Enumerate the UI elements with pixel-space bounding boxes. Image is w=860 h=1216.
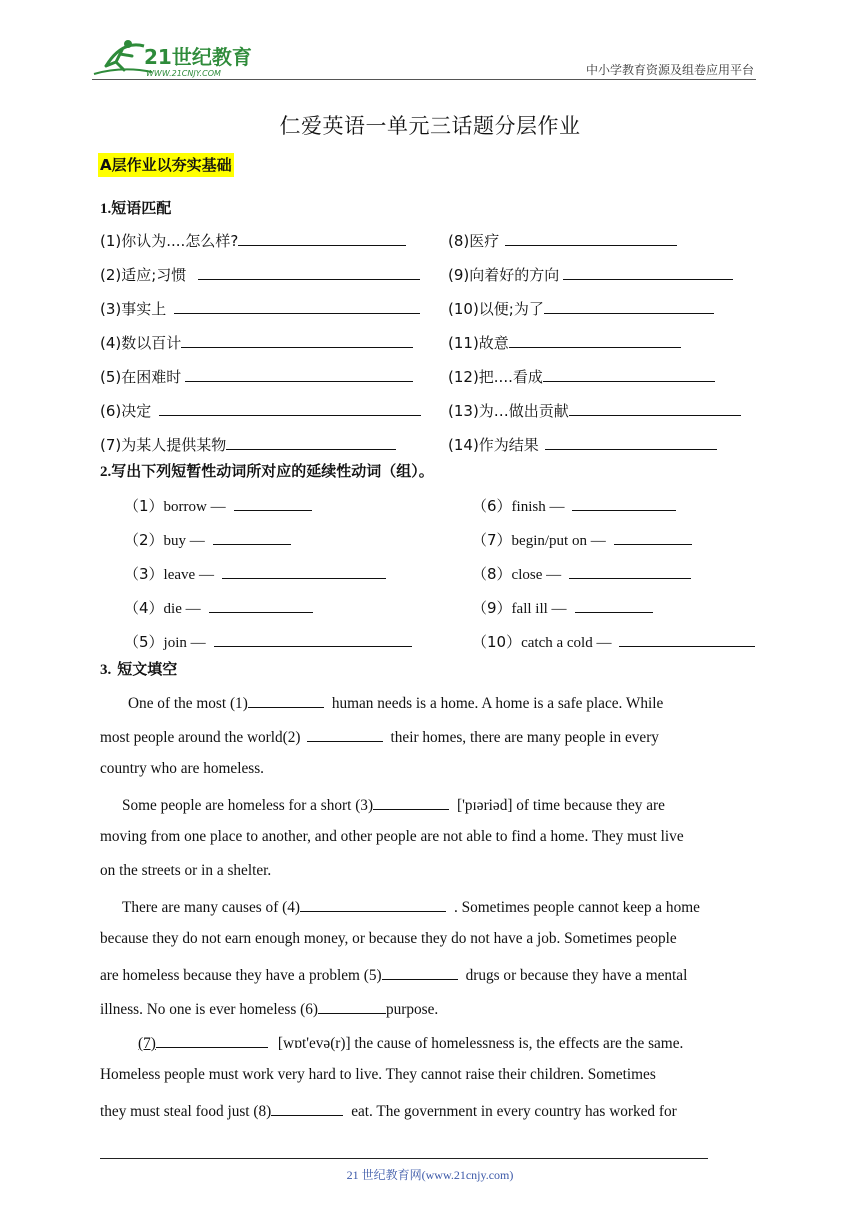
passage-text: illness. No one is ever homeless (6) <box>100 1001 318 1018</box>
verb-num: （5） <box>124 633 164 651</box>
passage-line-4 <box>122 794 665 815</box>
verb-item-9 <box>472 597 653 618</box>
answer-blank[interactable] <box>198 264 420 280</box>
page-title: 仁爱英语一单元三话题分层作业 <box>279 114 581 138</box>
verb-item-8 <box>472 563 691 584</box>
answer-blank[interactable] <box>222 563 386 579</box>
answer-blank[interactable] <box>544 298 714 314</box>
passage-text: [wɒt'evə(r)] the cause of homelessness is, the effects are the same. <box>277 1035 684 1052</box>
section3-heading-number: 3. <box>100 662 112 678</box>
answer-blank[interactable] <box>226 434 396 450</box>
section2-heading <box>100 460 434 481</box>
verb-word: die — <box>163 601 201 617</box>
phrase-label: (4)数以百计 <box>100 334 182 352</box>
answer-blank[interactable] <box>248 692 324 708</box>
verb-item-6 <box>472 495 676 516</box>
answer-blank[interactable] <box>545 434 717 450</box>
answer-blank[interactable] <box>300 896 446 912</box>
verb-num: （9） <box>472 599 512 617</box>
phrase-item-9 <box>448 264 733 285</box>
section3-heading-text: 短文填空 <box>117 660 178 678</box>
passage-text: . Sometimes people cannot keep a home <box>453 899 700 916</box>
verb-item-3 <box>124 563 386 584</box>
footer-link[interactable]: 21 世纪教育网(www.21cnjy.com) <box>346 1168 514 1182</box>
header-platform-text: 中小学教育资源及组卷应用平台 <box>585 63 754 77</box>
passage-text: moving from one place to another, and other people are not able to find a home. They must live <box>100 828 684 845</box>
verb-num: （4） <box>124 599 164 617</box>
passage-line-5 <box>100 828 684 846</box>
logo-url: WWW.21CNJY.COM <box>146 69 221 78</box>
passage-text: most people around the world(2) <box>100 729 301 746</box>
section2-heading-text: 写出下列短暂性动词所对应的延续性动词（组）。 <box>111 462 434 480</box>
phrase-label: (11)故意 <box>448 334 509 352</box>
layer-a-label: A层作业以夯实基础 <box>98 153 234 177</box>
phrase-label: (8)医疗 <box>448 232 500 250</box>
answer-blank[interactable] <box>572 495 676 511</box>
passage-text: are homeless because they have a problem (5) <box>100 967 382 984</box>
answer-blank[interactable] <box>619 631 755 647</box>
verb-item-10 <box>472 631 755 652</box>
answer-blank[interactable] <box>563 264 733 280</box>
phrase-item-6 <box>100 400 421 421</box>
section1-heading-text: 短语匹配 <box>111 199 172 217</box>
passage-line-7 <box>122 896 700 917</box>
passage-text: on the streets or in a shelter. <box>100 862 272 879</box>
passage-line-2 <box>100 726 659 747</box>
passage-text: their homes, there are many people in every <box>390 729 659 746</box>
answer-blank[interactable] <box>181 332 413 348</box>
passage-text: Some people are homeless for a short (3) <box>122 797 374 814</box>
answer-blank[interactable] <box>159 400 421 416</box>
verb-item-7 <box>472 529 692 550</box>
section1-heading-number: 1. <box>100 201 112 217</box>
section3-heading <box>100 658 177 679</box>
verb-num: （7） <box>472 531 512 549</box>
passage-line-3 <box>100 760 264 778</box>
phrase-item-12 <box>448 366 715 387</box>
phrase-item-7 <box>100 434 396 455</box>
answer-blank[interactable] <box>614 529 692 545</box>
answer-blank[interactable] <box>382 964 458 980</box>
answer-blank[interactable] <box>209 597 313 613</box>
verb-num: （8） <box>472 565 512 583</box>
verb-num: （2） <box>124 531 164 549</box>
phrase-label: (9)向着好的方向 <box>448 266 560 284</box>
passage-text: drugs or because they have a mental <box>465 967 688 984</box>
passage-line-11 <box>138 1032 683 1053</box>
passage-text: they must steal food just (8) <box>100 1103 272 1120</box>
answer-blank[interactable] <box>373 794 449 810</box>
answer-blank[interactable] <box>213 529 291 545</box>
phrase-item-11 <box>448 332 681 353</box>
site-logo <box>92 36 262 80</box>
answer-blank[interactable] <box>509 332 681 348</box>
answer-blank[interactable] <box>307 726 383 742</box>
phrase-item-3 <box>100 298 420 319</box>
verb-word: leave — <box>163 567 214 583</box>
answer-blank[interactable] <box>575 597 653 613</box>
logo-text: 21世纪教育 <box>144 45 252 69</box>
answer-blank[interactable] <box>318 998 386 1014</box>
verb-word: finish — <box>511 499 565 515</box>
passage-text: There are many causes of (4) <box>122 899 300 916</box>
passage-text: ['pɪəriəd] of time because they are <box>457 797 665 814</box>
verb-item-1 <box>124 495 312 516</box>
verb-word: begin/put on — <box>511 533 606 549</box>
phrase-item-13 <box>448 400 741 421</box>
passage-line-12 <box>100 1066 656 1084</box>
phrase-item-5 <box>100 366 413 387</box>
passage-text: One of the most (1) <box>128 695 248 712</box>
passage-line-6 <box>100 862 271 880</box>
phrase-item-10 <box>448 298 714 319</box>
verb-item-4 <box>124 597 313 618</box>
verb-word: join — <box>163 635 206 651</box>
section2-heading-number: 2. <box>100 464 112 480</box>
phrase-item-8 <box>448 230 677 251</box>
answer-blank[interactable] <box>569 400 741 416</box>
passage-line-10 <box>100 998 438 1019</box>
verb-word: borrow — <box>163 499 226 515</box>
verb-item-5 <box>124 631 412 652</box>
answer-blank[interactable] <box>174 298 420 314</box>
phrase-label: (14)作为结果 <box>448 436 539 454</box>
verb-item-2 <box>124 529 291 550</box>
answer-blank[interactable] <box>185 366 413 382</box>
passage-text: purpose. <box>385 1001 439 1018</box>
answer-blank[interactable] <box>156 1032 268 1048</box>
passage-line-8 <box>100 930 677 948</box>
phrase-item-14 <box>448 434 717 455</box>
phrase-item-1 <box>100 230 406 251</box>
answer-blank[interactable] <box>214 631 412 647</box>
passage-line-9 <box>100 964 687 985</box>
phrase-item-2 <box>100 264 420 285</box>
phrase-label: (6)决定 <box>100 402 152 420</box>
verb-word: catch a cold — <box>521 635 612 651</box>
verb-num: （1） <box>124 497 164 515</box>
answer-blank[interactable] <box>543 366 715 382</box>
passage-text: country who are homeless. <box>100 760 264 777</box>
section1-heading <box>100 197 171 218</box>
phrase-label: (12)把....看成 <box>448 368 543 386</box>
answer-blank[interactable] <box>271 1100 343 1116</box>
header-divider <box>92 79 756 80</box>
verb-word: close — <box>511 567 562 583</box>
verb-num: （6） <box>472 497 512 515</box>
passage-text: human needs is a home. A home is a safe place. While <box>331 695 664 712</box>
phrase-label: (5)在困难时 <box>100 368 182 386</box>
phrase-label: (2)适应;习惯 <box>100 266 187 284</box>
verb-word: buy — <box>163 533 205 549</box>
verb-num: （3） <box>124 565 164 583</box>
phrase-label: (1)你认为....怎么样? <box>100 232 239 250</box>
phrase-label: (10)以便;为了 <box>448 300 544 318</box>
answer-blank[interactable] <box>238 230 406 246</box>
passage-line-13 <box>100 1100 677 1121</box>
passage-text: Homeless people must work very hard to live. They cannot raise their children. Sometimes <box>100 1066 656 1083</box>
phrase-label: (7)为某人提供某物 <box>100 436 227 454</box>
answer-blank[interactable] <box>234 495 312 511</box>
phrase-label: (13)为…做出贡献 <box>448 402 569 420</box>
passage-line-1 <box>128 692 663 713</box>
passage-text: (7) <box>138 1035 156 1052</box>
answer-blank[interactable] <box>505 230 677 246</box>
verb-word: fall ill — <box>511 601 567 617</box>
phrase-item-4 <box>100 332 413 353</box>
footer-divider <box>100 1158 708 1159</box>
verb-num: （10） <box>472 633 522 651</box>
passage-text: eat. The government in every country has worked for <box>351 1103 677 1120</box>
passage-text: because they do not earn enough money, or because they do not have a job. Sometimes people <box>100 930 677 947</box>
phrase-label: (3)事实上 <box>100 300 167 318</box>
answer-blank[interactable] <box>569 563 691 579</box>
